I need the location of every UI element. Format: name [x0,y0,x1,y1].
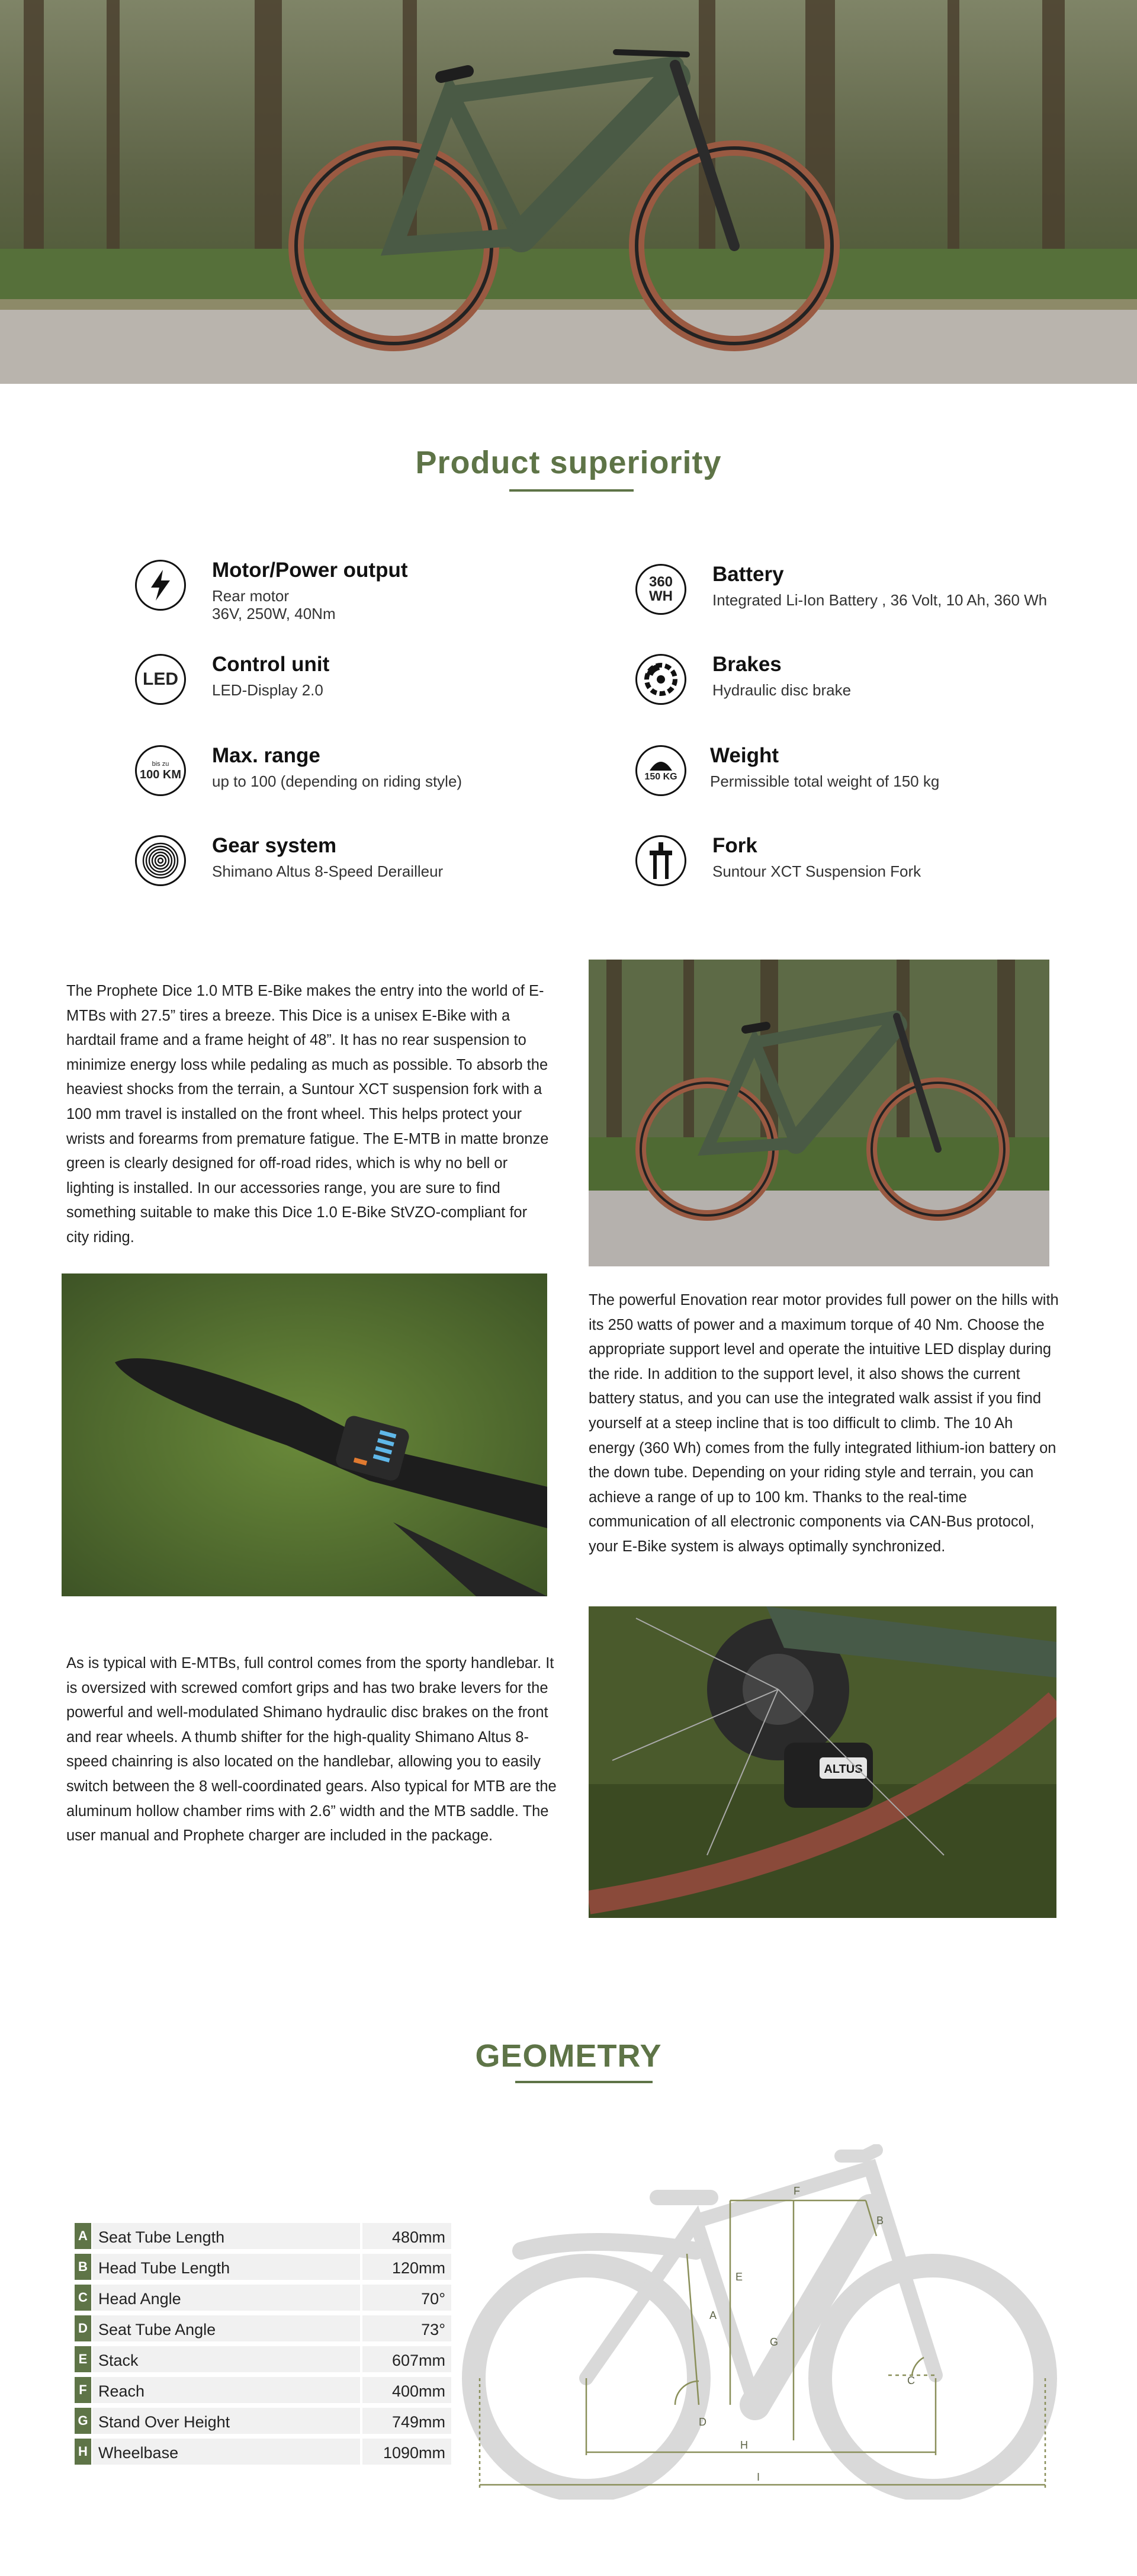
geometry-letter: B [75,2254,91,2280]
geometry-value-cell [362,2377,451,2403]
diagram-label: H [740,2439,748,2451]
geometry-letter: F [75,2377,91,2403]
heading-underline [509,489,634,492]
geometry-value: 73° [421,2321,445,2338]
geometry-heading: GEOMETRY [475,2038,662,2074]
feature-desc: Permissible total weight of 150 kg [710,772,940,790]
feature-title: Fork [712,834,757,857]
geometry-row [75,2437,445,2468]
geometry-letter: A [75,2223,91,2249]
geometry-letter: D [75,2315,91,2341]
geometry-value: 120mm [391,2259,445,2277]
weight-150kg-icon [635,745,686,796]
geometry-value-cell [362,2254,451,2280]
led-display-icon [135,654,186,705]
feature-control-unit [135,654,597,719]
diagram-label: F [794,2185,800,2197]
feature-motor [135,560,597,625]
geometry-label: Head Angle [98,2290,181,2308]
disc-brake-icon [635,654,686,705]
geometry-value-cell [362,2439,451,2465]
feature-battery [635,564,1097,629]
lightning-bolt-icon [135,560,186,611]
geometry-value-cell [362,2315,451,2341]
geometry-row [75,2314,445,2344]
geometry-table [75,2221,445,2468]
geometry-label-cell [92,2439,360,2465]
feature-desc: LED-Display 2.0 [212,681,323,699]
derailleur-brand-label: ALTUS [824,1763,863,1776]
feature-gear-system [135,835,597,900]
feature-title: Gear system [212,834,337,857]
diagram-label: D [699,2416,706,2428]
geometry-label: Seat Tube Angle [98,2321,216,2338]
feature-title: Weight [710,744,779,767]
diagram-label: G [770,2336,779,2348]
feature-desc: Hydraulic disc brake [712,681,852,699]
geometry-label: Reach [98,2382,145,2400]
geometry-value-cell [362,2223,451,2249]
geometry-row [75,2406,445,2437]
feature-title: Battery [712,563,784,586]
handlebar-display-photo [62,1273,547,1596]
feature-title: Max. range [212,744,320,767]
description-paragraph-1: The Prophete Dice 1.0 MTB E-Bike makes the entry into the world of E-MTBs with 27.5” tires a breeze. This Dice is a unisex E-Bike with a hardtail frame and a frame height of 48”. It has no rear suspension to minimize energy loss while pedaling as much as possible. To absorb the heaviest shocks from the terrain, a Suntour XCT suspension fork with a 100 mm travel is installed on the front wheel. This helps protect your wrists and forearms from premature fatigue. The E-MTB in matte bronze green is clearly designed for off-road rides, which is why no bell or lighting is installed. In our accessories range, you are sure to find something suitable to make this Dice 1.0 E-Bike StVZO-compliant for city riding. [66,983,549,1246]
geometry-row [75,2252,445,2283]
description-paragraph-2: The powerful Enovation rear motor provides full power on the hills with its 250 watts of power and a maximum torque of 40 Nm. Choose the appropriate support level and operate the intuitive LED display during the ride. In addition to the support level, it also shows the current battery status, and you can use the integrated walk assist if you find yourself at a steep incline that is too difficult to climb. The 10 Ah energy (360 Wh) comes from the fully integrated lithium-ion battery on the down tube. Depending on your riding style and terrain, you can achieve a range of up to 100 km. Thanks to the real-time communication of all electronic components via CAN-Bus protocol, your E-Bike system is always optimally synchronized. [589,1292,1059,1555]
gear-cassette-icon [135,835,186,886]
icon-text: WH [649,588,673,604]
geometry-label: Stack [98,2352,139,2369]
geometry-row [75,2344,445,2375]
diagram-label: E [735,2271,743,2283]
geometry-label-cell [92,2254,360,2280]
geometry-value: 400mm [391,2382,445,2400]
feature-fork [635,835,1097,900]
feature-desc: up to 100 (depending on riding style) [212,772,462,790]
feature-desc: Suntour XCT Suspension Fork [712,862,921,880]
geometry-value: 1090mm [383,2444,445,2462]
diagram-label: I [757,2471,760,2483]
feature-desc-line: Rear motor [212,587,290,605]
description-paragraph-3: As is typical with E-MTBs, full control comes from the sporty handlebar. It is oversized with screwed comfort grips and has two brake levers for the powerful and well-modulated Shimano hydraulic disc brakes on the front and rear wheels. A thumb shifter for the high-quality Shimano Altus 8-speed chainring is also located on the handlebar, allowing you to easily switch between the 8 well-coordinated gears. Also typical for MTB are the aluminum hollow chamber rims with 2.6” width and the MTB saddle. The user manual and Prophete charger are included in the package. [66,1655,557,1844]
product-superiority-heading: Product superiority [415,445,722,480]
geometry-diagram [462,2144,1066,2500]
geometry-row [75,2283,445,2314]
feature-max-range [135,745,597,810]
icon-text: 360 [648,574,673,590]
geometry-label-cell [92,2377,360,2403]
icon-text: 100 KM [139,768,182,781]
feature-desc-line: 36V, 250W, 40Nm [212,605,336,623]
geometry-value-cell [362,2285,451,2311]
diagram-label: C [907,2375,915,2386]
geometry-letter: E [75,2346,91,2372]
geometry-letter: C [75,2285,91,2311]
icon-text: LED [143,669,178,689]
geometry-label-cell [92,2223,360,2249]
feature-weight [635,745,1097,810]
derailleur-closeup-photo [589,1606,1056,1918]
bike-side-photo [589,960,1049,1266]
geometry-label-cell [92,2346,360,2372]
geometry-label-cell [92,2408,360,2434]
geometry-value: 480mm [391,2228,445,2246]
feature-brakes [635,654,1097,719]
range-100km-icon [135,745,186,796]
heading-underline [515,2081,653,2083]
feature-title: Motor/Power output [212,559,408,582]
geometry-label: Seat Tube Length [98,2228,225,2246]
geometry-label-cell [92,2315,360,2341]
geometry-row [75,2221,445,2252]
feature-title: Control unit [212,653,330,676]
feature-desc [212,587,336,623]
geometry-row [75,2375,445,2406]
geometry-label: Stand Over Height [98,2413,230,2431]
geometry-label-cell [92,2285,360,2311]
feature-desc: Integrated Li-Ion Battery , 36 Volt, 10 Ah, 360 Wh [712,591,1048,609]
geometry-letter: G [75,2408,91,2434]
geometry-value-cell [362,2346,451,2372]
geometry-value-cell [362,2408,451,2434]
hero-bike-photo [0,0,1137,384]
geometry-value: 607mm [391,2352,445,2369]
suspension-fork-icon [635,835,686,886]
geometry-value: 749mm [391,2413,445,2431]
feature-title: Brakes [712,653,782,676]
geometry-label: Wheelbase [98,2444,179,2462]
geometry-value: 70° [421,2290,445,2308]
diagram-label: B [876,2215,884,2227]
geometry-letter: H [75,2439,91,2465]
battery-360wh-icon [635,564,686,615]
feature-desc: Shimano Altus 8-Speed Derailleur [212,862,444,880]
geometry-label: Head Tube Length [98,2259,230,2277]
icon-text: bis zu [152,760,169,768]
diagram-label: A [709,2309,717,2321]
icon-text: 150 KG [644,772,677,782]
